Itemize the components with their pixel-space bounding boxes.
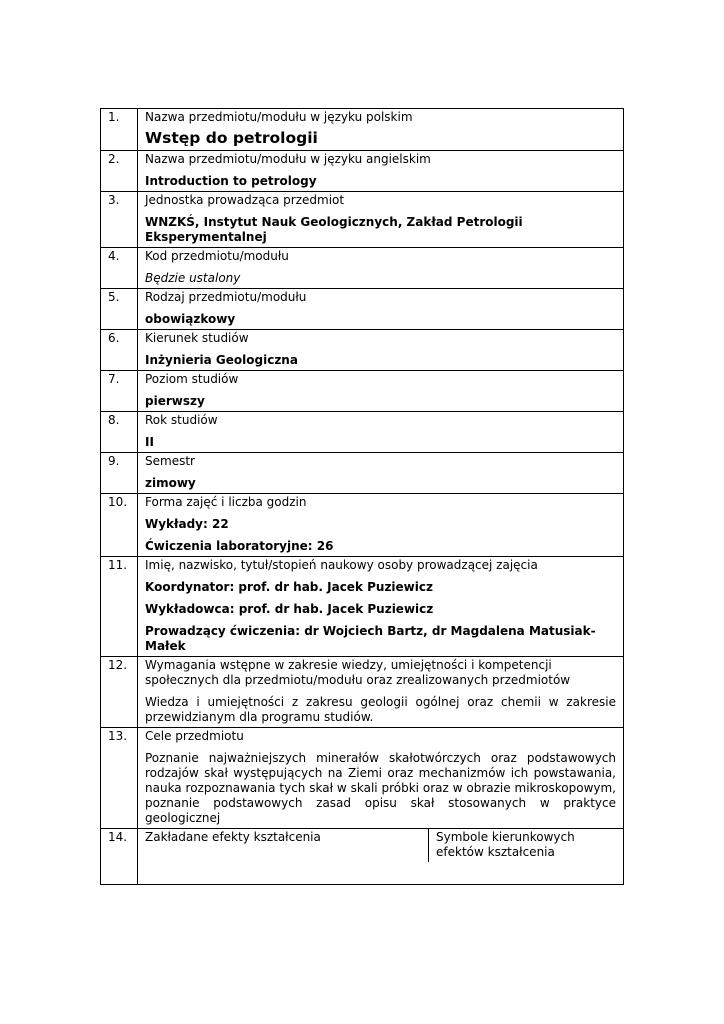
row-content <box>138 494 624 557</box>
table-row <box>101 557 624 657</box>
row-content <box>138 657 624 728</box>
field-label: Jednostka prowadząca przedmiot <box>145 193 345 207</box>
syllabus-page <box>100 108 624 885</box>
course-type: obowiązkowy <box>145 312 236 326</box>
field-label: Nazwa przedmiotu/modułu w języku angielskim <box>145 152 431 166</box>
row-number: 1. <box>101 109 138 151</box>
row-number: 9. <box>101 453 138 494</box>
field-label: Poziom studiów <box>145 372 239 386</box>
field-label: Rok studiów <box>145 413 218 427</box>
field-label: Rodzaj przedmiotu/modułu <box>145 290 307 304</box>
field-label: Forma zajęć i liczba godzin <box>145 495 307 509</box>
row-number: 3. <box>101 192 138 248</box>
row-number: 2. <box>101 151 138 192</box>
course-objectives: Poznanie najważniejszych minerałów skałotwórczych oraz podstawowych rodzajów skał występujących na Ziemi oraz mechanizmów ich powstawania, nauka rozpoznawania tych skał w skali próbki oraz w obrazie mikroskopowym, poznanie podstawowych zasad opisu skał stosowanych w praktyce geologicznej <box>145 751 616 825</box>
row-content <box>138 109 624 151</box>
row-number: 4. <box>101 248 138 289</box>
row-number: 6. <box>101 330 138 371</box>
lab-instructors: Prowadzący ćwiczenia: dr Wojciech Bartz, dr Magdalena Matusiak-Małek <box>145 624 596 653</box>
learning-outcomes-label: Zakładane efekty kształcenia <box>138 829 429 862</box>
row-content <box>138 330 624 371</box>
row-number: 12. <box>101 657 138 728</box>
coordinator: Koordynator: prof. dr hab. Jacek Puziewicz <box>145 580 433 594</box>
row-content <box>138 151 624 192</box>
field-label: Cele przedmiotu <box>145 729 244 743</box>
field-label: Kierunek studiów <box>145 331 249 345</box>
row-number: 7. <box>101 371 138 412</box>
field-label: Wymagania wstępne w zakresie wiedzy, umiejętności i kompetencji społecznych dla przedmiotu/modułu oraz zrealizowanych przedmiotów <box>145 658 571 687</box>
table-row <box>101 248 624 289</box>
row-content <box>138 371 624 412</box>
row-content <box>138 453 624 494</box>
teaching-unit: WNZKŚ, Instytut Nauk Geologicznych, Zakład Petrologii Eksperymentalnej <box>145 215 523 244</box>
table-row <box>101 728 624 829</box>
field-label: Semestr <box>145 454 195 468</box>
prerequisites: Wiedza i umiejętności z zakresu geologii ogólnej oraz chemii w zakresie przewidzianym dla programu studiów. <box>145 695 616 724</box>
table-row <box>101 657 624 728</box>
study-year: II <box>145 435 154 449</box>
lectures-hours: Wykłady: 22 <box>145 517 229 531</box>
outcome-symbols-label: Symbole kierunkowych efektów kształcenia <box>436 830 575 859</box>
row-content <box>138 829 624 885</box>
course-name-en: Introduction to petrology <box>145 174 317 188</box>
field-label: Nazwa przedmiotu/modułu w języku polskim <box>145 110 413 124</box>
row-number: 13. <box>101 728 138 829</box>
table-row <box>101 330 624 371</box>
table-row <box>101 289 624 330</box>
row-number: 11. <box>101 557 138 657</box>
table-row <box>101 371 624 412</box>
study-level: pierwszy <box>145 394 205 408</box>
field-of-study: Inżynieria Geologiczna <box>145 353 298 367</box>
table-row <box>101 151 624 192</box>
table-row <box>101 192 624 248</box>
empty-space <box>145 860 616 882</box>
lecturer: Wykładowca: prof. dr hab. Jacek Puziewicz <box>145 602 434 616</box>
row-number: 10. <box>101 494 138 557</box>
row-number: 14. <box>101 829 138 885</box>
table-row <box>101 412 624 453</box>
row-content <box>138 248 624 289</box>
row-content <box>138 412 624 453</box>
row-content <box>138 289 624 330</box>
field-label: Imię, nazwisko, tytuł/stopień naukowy osoby prowadzącej zajęcia <box>145 558 538 572</box>
syllabus-table <box>100 108 624 885</box>
row-number: 5. <box>101 289 138 330</box>
table-row <box>101 829 624 885</box>
table-row <box>101 494 624 557</box>
course-code: Będzie ustalony <box>145 271 241 285</box>
row-number: 8. <box>101 412 138 453</box>
row-content <box>138 728 624 829</box>
split-cell <box>138 829 623 862</box>
table-row <box>101 109 624 151</box>
lab-hours: Ćwiczenia laboratoryjne: 26 <box>145 539 334 553</box>
row-content <box>138 192 624 248</box>
field-label: Kod przedmiotu/modułu <box>145 249 289 263</box>
course-name-pl: Wstęp do petrologii <box>145 129 318 147</box>
row-content <box>138 557 624 657</box>
table-row <box>101 453 624 494</box>
semester: zimowy <box>145 476 196 490</box>
